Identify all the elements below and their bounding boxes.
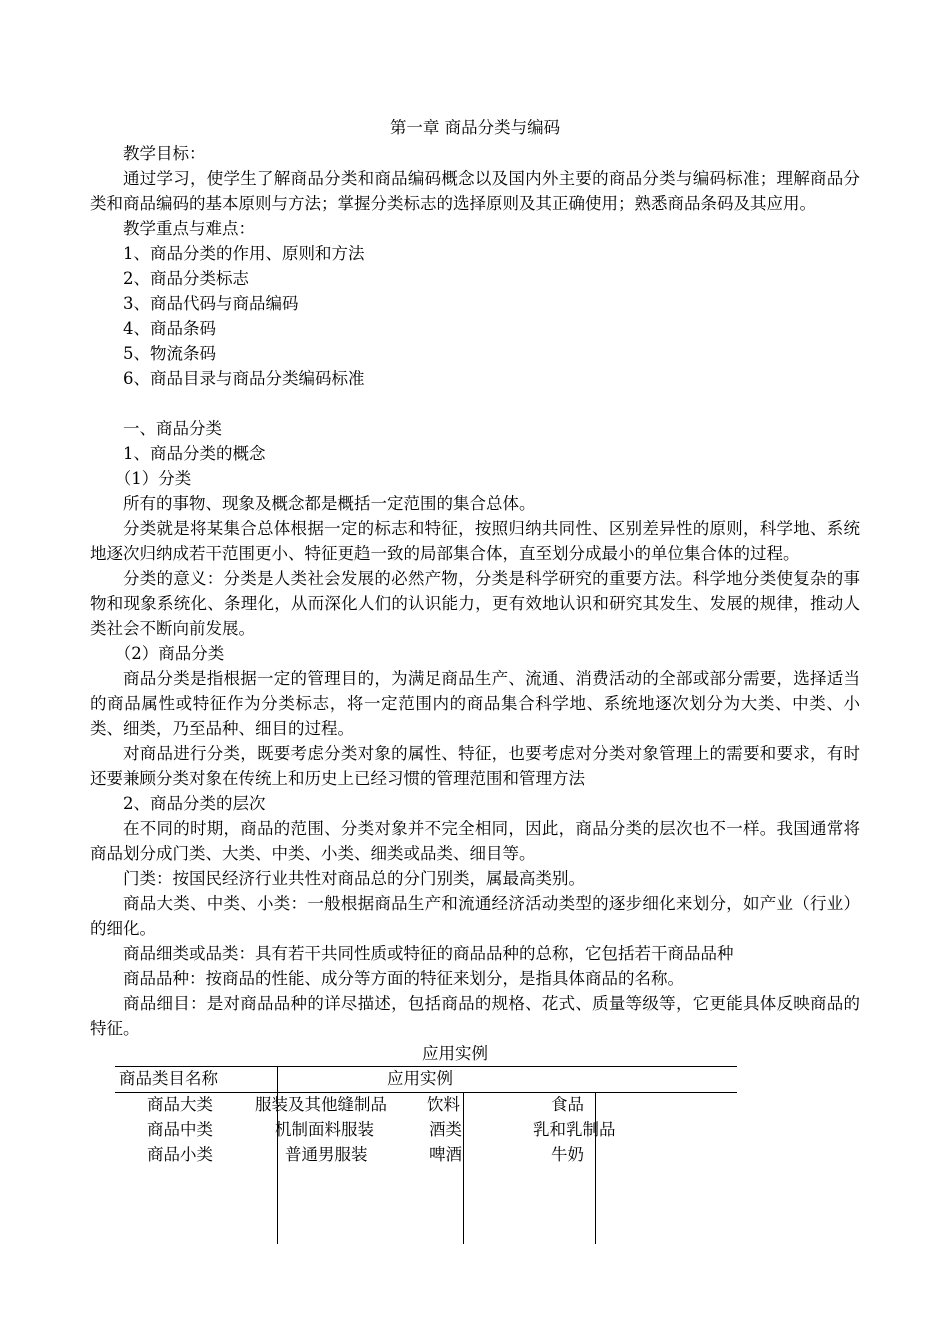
paragraph: 通过学习，使学生了解商品分类和商品编码概念以及国内外主要的商品分类与编码标准；理解商品分类和商品编码的基本原则与方法；掌握分类标志的选择原则及其正确使用；熟悉商品条码及其应用。 [90, 169, 860, 213]
list-item: 4、商品条码 [123, 319, 216, 338]
table-cell: 商品中类 [147, 1120, 213, 1139]
table-header-cell: 商品类目名称 [119, 1069, 218, 1088]
table-cell: 乳和乳制品 [533, 1120, 616, 1139]
table-cell: 服装及其他缝制品 [255, 1095, 387, 1114]
table-caption: 应用实例 [422, 1044, 488, 1063]
paragraph: 商品细目：是对商品品种的详尽描述，包括商品的规格、花式、质量等级等，它更能具体反映商品的特征。 [90, 994, 860, 1038]
subsection-heading: 1、商品分类的概念 [123, 444, 266, 463]
paragraph: 在不同的时期，商品的范围、分类对象并不完全相同，因此，商品分类的层次也不一样。我国通常将商品划分成门类、大类、中类、小类、细类或品类、细目等。 [90, 819, 860, 863]
subsection-heading: 2、商品分类的层次 [123, 794, 266, 813]
chapter-title: 第一章 商品分类与编码 [389, 118, 561, 137]
table-cell: 酒类 [429, 1120, 462, 1139]
table-cell: 机制面料服装 [275, 1120, 374, 1139]
list-item: 6、商品目录与商品分类编码标准 [123, 369, 365, 388]
section-heading: 一、商品分类 [123, 419, 222, 438]
paragraph: 商品大类、中类、小类：一般根据商品生产和流通经济活动类型的逐步细化来划分，如产业（行业）的细化。 [90, 894, 860, 938]
paragraph: 商品分类是指根据一定的管理目的，为满足商品生产、流通、消费活动的全部或部分需要，选择适当的商品属性或特征作为分类标志，将一定范围内的商品集合科学地、系统地逐次划分为大类、中类、小类、细类，乃至品种、细目的过程。 [90, 669, 860, 738]
example-table [115, 1066, 765, 1246]
table-col-divider [463, 1092, 464, 1244]
paragraph: 对商品进行分类，既要考虑分类对象的属性、特征，也要考虑对分类对象管理上的需要和要求，有时还要兼顾分类对象在传统上和历史上已经习惯的管理范围和管理方法 [90, 744, 860, 788]
paragraph: 商品品种：按商品的性能、成分等方面的特征来划分，是指具体商品的名称。 [123, 969, 684, 988]
paragraph: 分类就是将某集合总体根据一定的标志和特征，按照归纳共同性、区别差异性的原则，科学地、系统地逐次归纳成若干范围更小、特征更趋一致的局部集合体，直至划分成最小的单位集合体的过程。 [90, 519, 860, 563]
table-cell: 牛奶 [551, 1145, 584, 1164]
table-col-divider [595, 1092, 596, 1244]
subsection-heading: （1）分类 [114, 469, 192, 488]
paragraph: 分类的意义：分类是人类社会发展的必然产物，分类是科学研究的重要方法。科学地分类使复杂的事物和现象系统化、条理化，从而深化人们的认识能力，更有效地认识和研究其发生、发展的规律，推动人类社会不断向前发展。 [90, 569, 860, 638]
table-cell: 饮料 [427, 1095, 460, 1114]
list-item: 5、物流条码 [123, 344, 216, 363]
list-item: 1、商品分类的作用、原则和方法 [123, 244, 365, 263]
table-cell: 商品小类 [147, 1145, 213, 1164]
document-page [90, 115, 860, 1246]
paragraph: 门类：按国民经济行业共性对商品总的分门别类，属最高类别。 [123, 869, 585, 888]
paragraph: 商品细类或品类：具有若干共同性质或特征的商品品种的总称，它包括若干商品品种 [123, 944, 734, 963]
subsection-heading: （2）商品分类 [114, 644, 225, 663]
table-cell: 啤酒 [429, 1145, 462, 1164]
table-header-cell: 应用实例 [387, 1069, 453, 1088]
table-cell: 商品大类 [147, 1095, 213, 1114]
paragraph: 所有的事物、现象及概念都是概括一定范围的集合总体。 [123, 494, 536, 513]
table-cell: 普通男服装 [285, 1145, 368, 1164]
blank-line [90, 391, 860, 416]
paragraph: 教学重点与难点： [123, 219, 255, 238]
paragraph: 教学目标： [123, 144, 206, 163]
list-item: 3、商品代码与商品编码 [123, 294, 299, 313]
list-item: 2、商品分类标志 [123, 269, 249, 288]
table-cell: 食品 [551, 1095, 584, 1114]
